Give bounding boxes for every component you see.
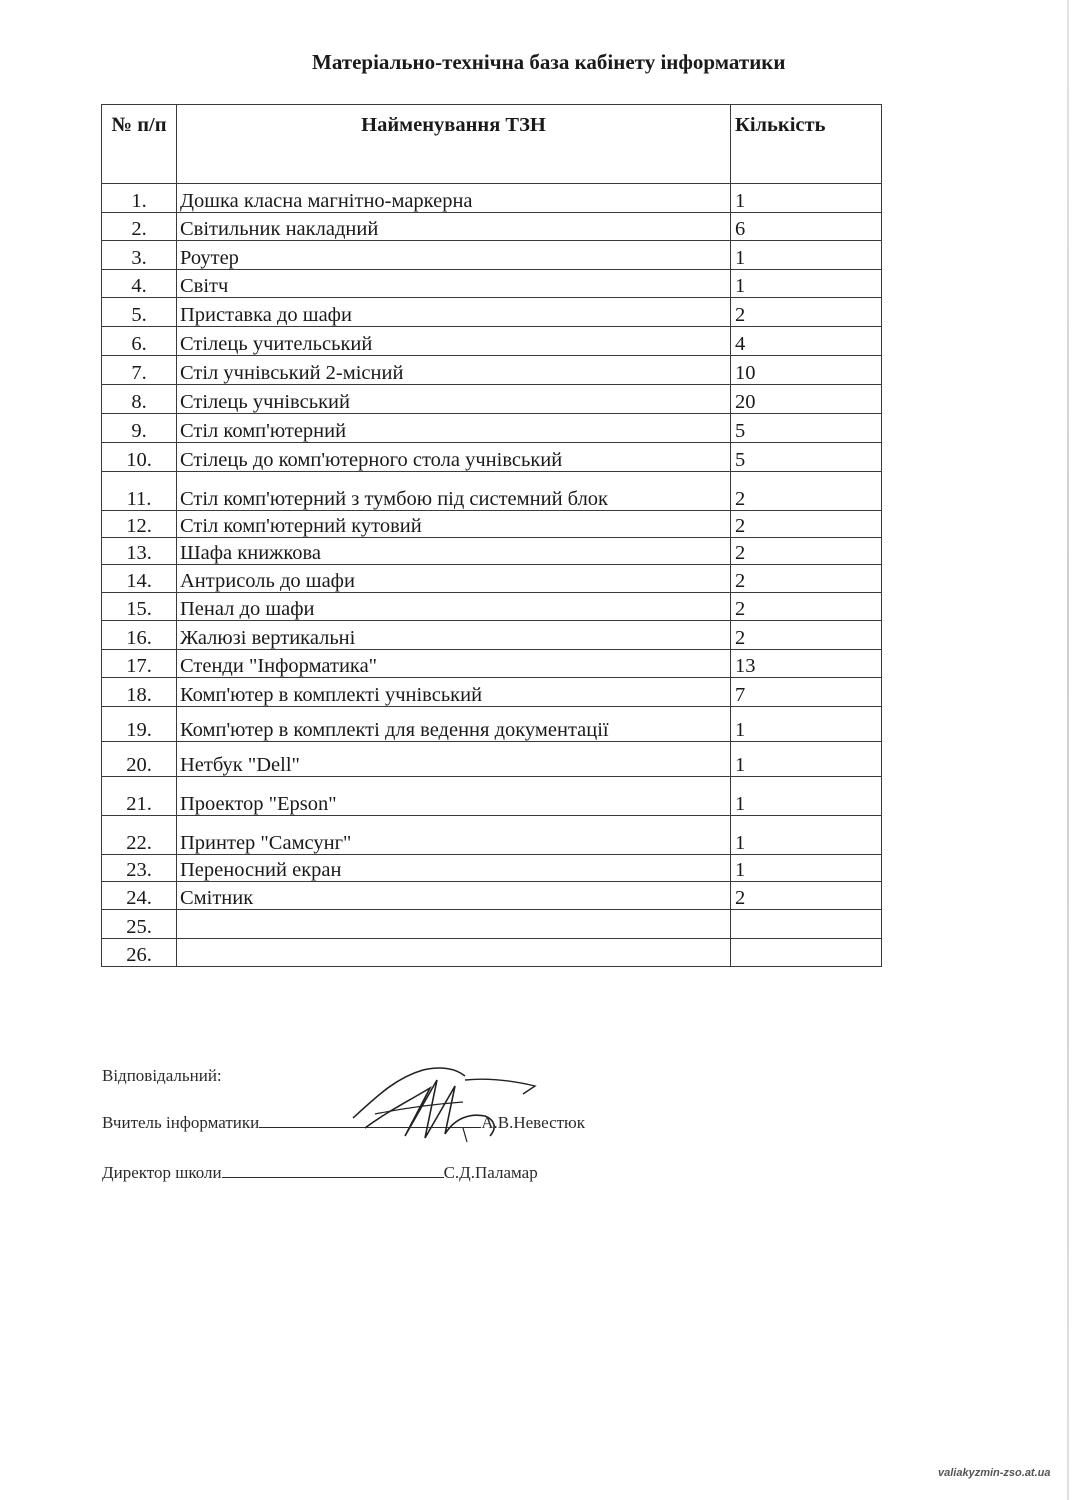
table-row [102,855,882,882]
row-item-name: Принтер "Самсунг" [177,816,731,855]
row-item-name [177,939,731,967]
row-quantity: 1 [731,742,882,777]
table-row [102,742,882,777]
row-item-name: Стілець учнівський [177,385,731,414]
table-row [102,650,882,678]
row-item-name: Стілець до комп'ютерного стола учнівський [177,443,731,472]
row-number: 19. [102,707,177,742]
row-quantity: 1 [731,270,882,298]
director-label: Директор школи [102,1163,222,1182]
row-number: 2. [102,213,177,241]
director-signature-underline [222,1163,444,1178]
table-row [102,241,882,270]
row-number: 10. [102,443,177,472]
table-row [102,593,882,621]
row-quantity [731,910,882,939]
row-item-name: Антрисоль до шафи [177,565,731,593]
table-row [102,356,882,385]
inventory-table [101,104,882,967]
row-number: 25. [102,910,177,939]
table-row [102,511,882,538]
row-item-name: Світильник накладний [177,213,731,241]
table-row [102,678,882,707]
row-item-name: Світч [177,270,731,298]
row-item-name: Стілець учительський [177,327,731,356]
row-item-name: Шафа книжкова [177,538,731,565]
teacher-name: А.В.Невестюк [481,1113,586,1132]
row-number: 26. [102,939,177,967]
row-number: 6. [102,327,177,356]
row-number: 3. [102,241,177,270]
row-number: 8. [102,385,177,414]
table-row [102,443,882,472]
row-item-name: Переносний екран [177,855,731,882]
row-item-name: Проектор "Epson" [177,777,731,816]
header-name: Найменування ТЗН [177,105,731,184]
row-quantity: 6 [731,213,882,241]
row-number: 23. [102,855,177,882]
row-quantity: 2 [731,298,882,327]
responsible-label: Відповідальний: [102,1066,222,1085]
director-signature-line [102,1163,538,1183]
row-quantity: 13 [731,650,882,678]
row-quantity: 7 [731,678,882,707]
director-name: С.Д.Паламар [443,1163,538,1182]
table-row [102,298,882,327]
site-watermark: valiakyzmin-zso.at.ua [938,1467,1051,1479]
table-row [102,184,882,213]
row-number: 9. [102,414,177,443]
row-number: 18. [102,678,177,707]
row-item-name: Комп'ютер в комплекті для ведення документації [177,707,731,742]
row-item-name: Смітник [177,882,731,910]
table-row [102,707,882,742]
row-item-name: Стіл учнівський 2-місний [177,356,731,385]
row-item-name: Комп'ютер в комплекті учнівський [177,678,731,707]
row-quantity: 5 [731,443,882,472]
table-row [102,939,882,967]
row-number: 5. [102,298,177,327]
row-number: 7. [102,356,177,385]
table-row [102,538,882,565]
row-quantity: 1 [731,707,882,742]
table-row [102,414,882,443]
row-number: 17. [102,650,177,678]
row-number: 16. [102,621,177,650]
header-number: № п/п [102,105,177,184]
row-number: 22. [102,816,177,855]
table-row [102,213,882,241]
handwritten-signature [345,1058,545,1148]
row-number: 1. [102,184,177,213]
row-quantity: 1 [731,816,882,855]
row-number: 20. [102,742,177,777]
row-number: 24. [102,882,177,910]
row-quantity: 1 [731,241,882,270]
row-number: 13. [102,538,177,565]
row-quantity: 4 [731,327,882,356]
row-quantity [731,939,882,967]
row-quantity: 2 [731,882,882,910]
row-quantity: 10 [731,356,882,385]
row-quantity: 2 [731,538,882,565]
row-item-name: Приставка до шафи [177,298,731,327]
teacher-label: Вчитель інформатики [102,1113,260,1132]
row-quantity: 1 [731,777,882,816]
row-item-name: Стенди "Інформатика" [177,650,731,678]
row-quantity: 2 [731,621,882,650]
row-item-name: Стіл комп'ютерний [177,414,731,443]
row-item-name: Стіл комп'ютерний з тумбою під системний блок [177,472,731,511]
row-item-name: Стіл комп'ютерний кутовий [177,511,731,538]
document-title: Матеріально-технічна база кабінету інформатики [312,50,786,74]
table-row [102,472,882,511]
row-item-name: Нетбук "Dell" [177,742,731,777]
row-item-name: Роутер [177,241,731,270]
row-number: 15. [102,593,177,621]
row-quantity: 2 [731,565,882,593]
table-row [102,777,882,816]
scan-page-edge [1067,0,1069,1500]
row-number: 21. [102,777,177,816]
inventory-table-body [102,184,882,967]
table-header-row [102,105,882,184]
row-item-name: Жалюзі вертикальні [177,621,731,650]
row-quantity: 2 [731,472,882,511]
table-row [102,270,882,298]
row-quantity: 2 [731,511,882,538]
row-quantity: 1 [731,855,882,882]
table-row [102,882,882,910]
row-item-name [177,910,731,939]
table-row [102,621,882,650]
table-row [102,565,882,593]
row-quantity: 1 [731,184,882,213]
row-number: 4. [102,270,177,298]
row-item-name: Дошка класна магнітно-маркерна [177,184,731,213]
table-row [102,385,882,414]
row-item-name: Пенал до шафи [177,593,731,621]
row-number: 11. [102,472,177,511]
table-row [102,816,882,855]
row-quantity: 2 [731,593,882,621]
table-row [102,910,882,939]
row-number: 12. [102,511,177,538]
header-quantity: Кількість [731,105,882,184]
row-number: 14. [102,565,177,593]
row-quantity: 20 [731,385,882,414]
row-quantity: 5 [731,414,882,443]
table-row [102,327,882,356]
